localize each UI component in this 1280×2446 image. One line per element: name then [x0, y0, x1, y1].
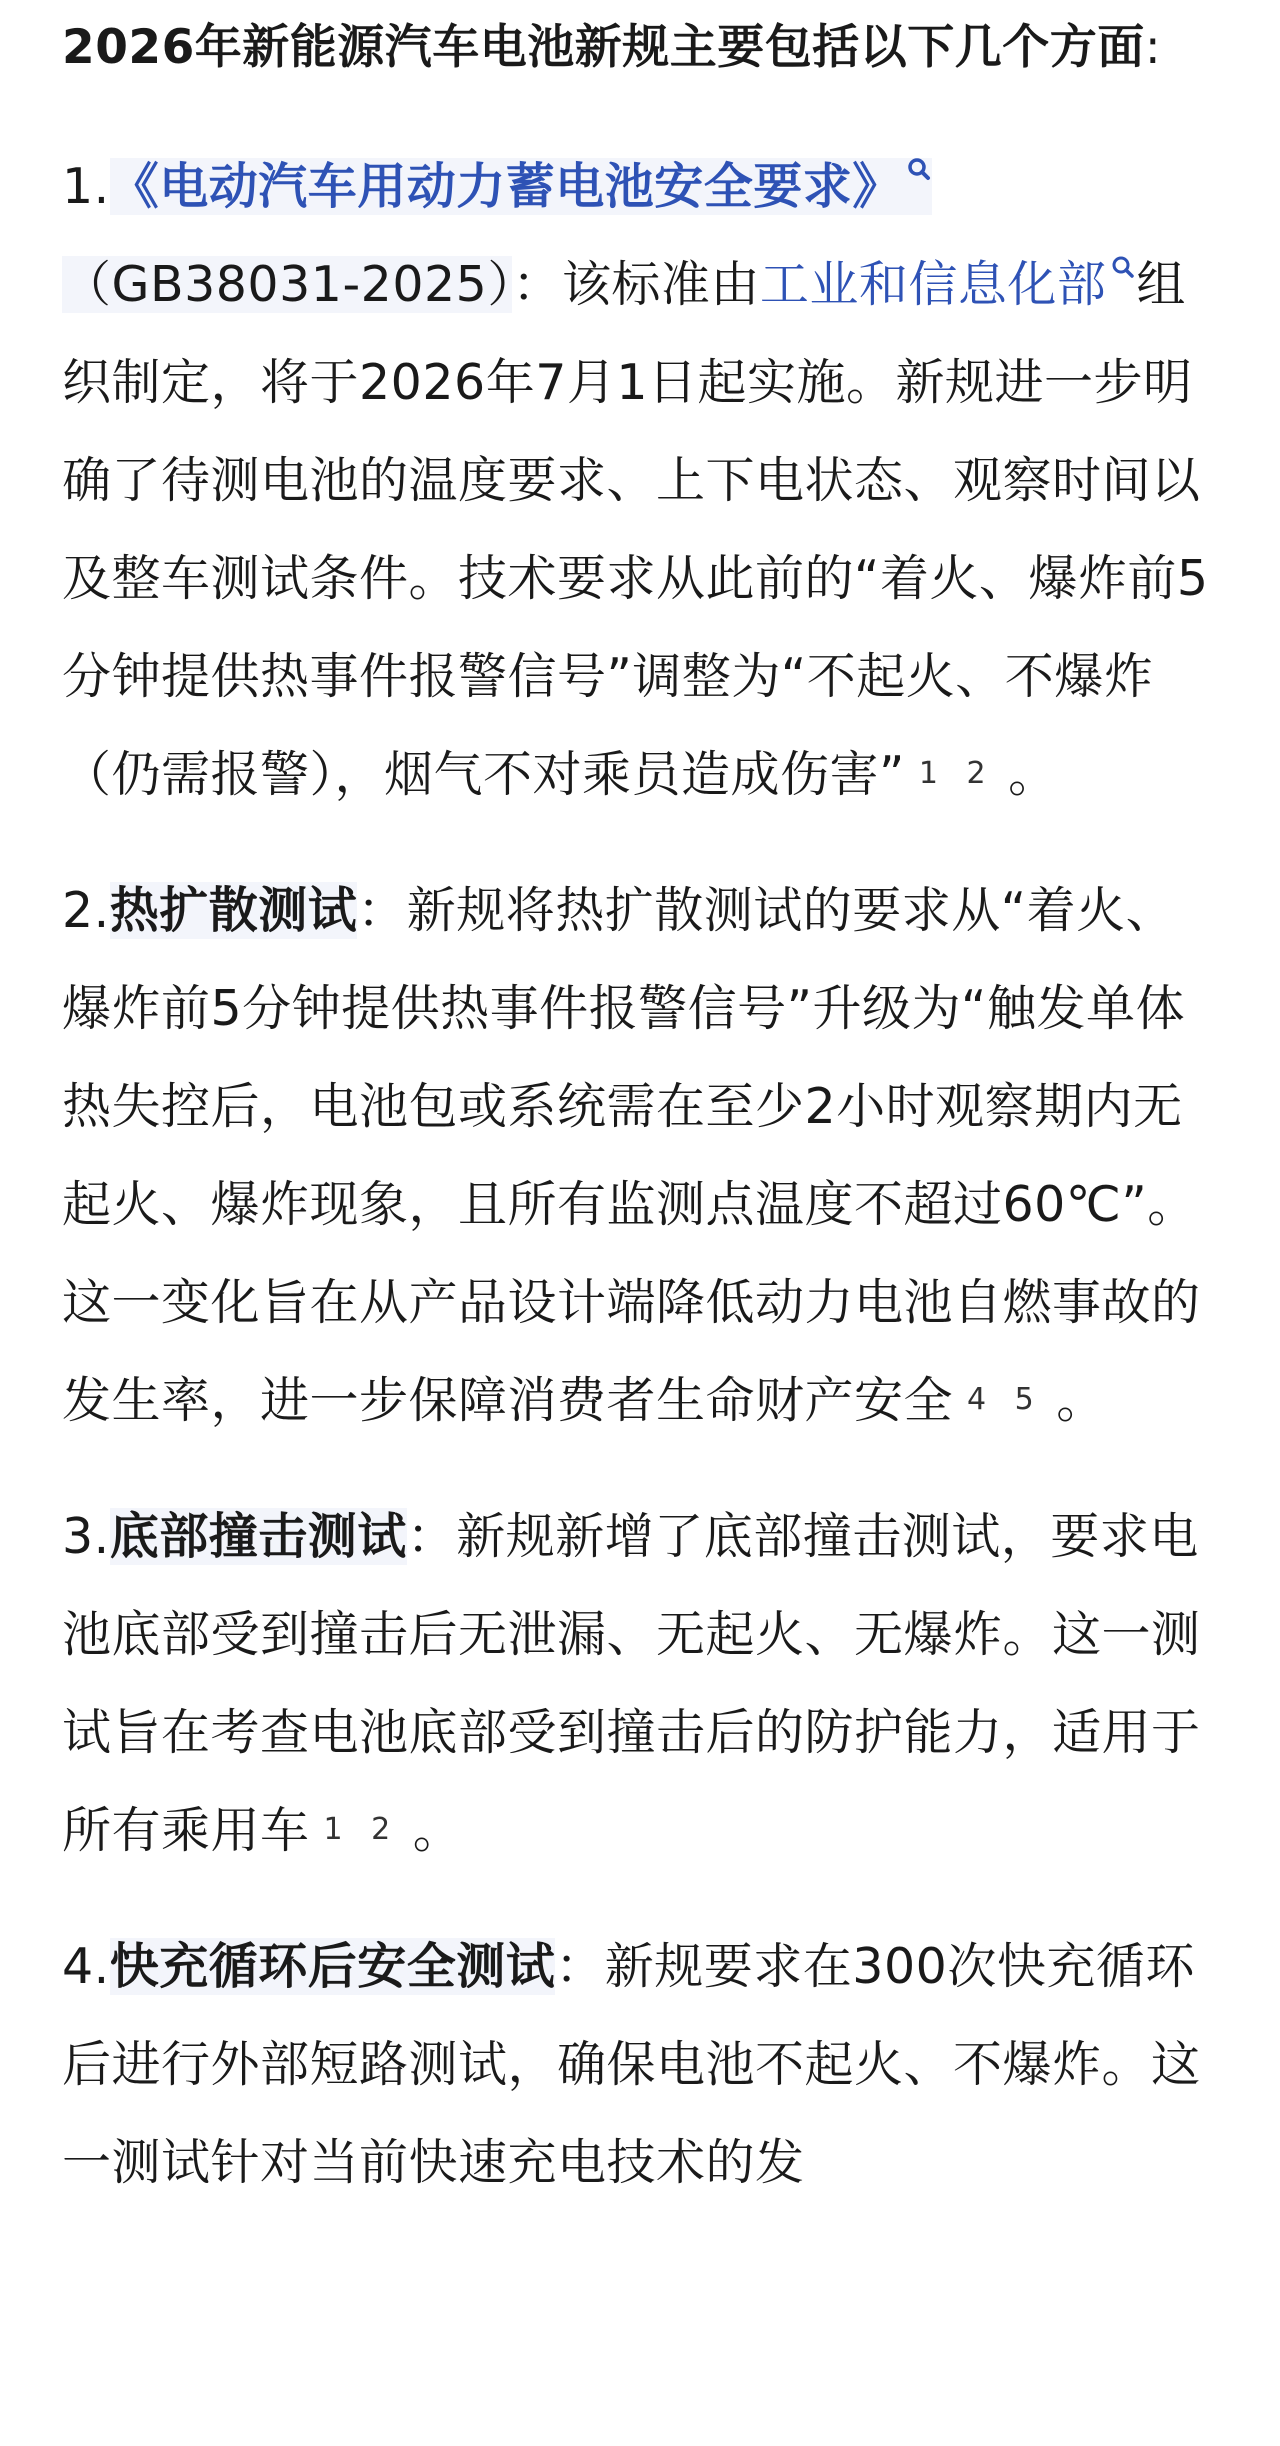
standard-code: （GB38031-2025） [62, 256, 513, 313]
reference-marker[interactable]: 2 [371, 1812, 391, 1847]
reference-marker[interactable]: 1 [918, 756, 939, 791]
article-body [62, 0, 1222, 2212]
list-item: 4.快充循环后安全测试：新规要求在300次快充循环后进行外部短路测试，确保电池不起火、不爆炸。这一测试针对当前快速充电技术的发 [62, 1938, 1201, 2191]
item-number: 1. [62, 158, 110, 215]
search-icon[interactable] [906, 156, 932, 186]
item-number: 2. [62, 882, 110, 939]
list-item: 3.底部撞击测试：新规新增了底部撞击测试，要求电池底部受到撞击后无泄漏、无起火、无爆炸。这一测试旨在考查电池底部受到撞击后的防护能力，适用于所有乘用车 1 2 。 [62, 1508, 1201, 1859]
reference-marker[interactable]: 4 [967, 1382, 987, 1417]
reference-marker[interactable]: 2 [966, 756, 987, 791]
search-icon[interactable] [1110, 254, 1136, 284]
list-item: 1.《电动汽车用动力蓄电池安全要求》 （GB38031-2025）：该标准由工业和信息化部 组织制定，将于2026年7月1日起实施。新规进一步明确了待测电池的温度要求、上下电状态、观察时间以及整车测试条件。技术要求从此前的“着火、爆炸前5分钟提供热事件报警信号”调整为“不起火、不爆炸（仍需报警），烟气不对乘员造成伤害” 1 2 。 [62, 138, 1222, 824]
item-term: 热扩散测试 [109, 882, 358, 939]
item-term: 底部撞击测试 [109, 1508, 407, 1565]
item-number: 3. [62, 1508, 110, 1565]
item-term: 快充循环后安全测试 [109, 1938, 556, 1995]
list-item: 2.热扩散测试：新规将热扩散测试的要求从“着火、爆炸前5分钟提供热事件报警信号”升级为“触发单体热失控后，电池包或系统需在至少2小时观察期内无起火、爆炸现象，且所有监测点温度不超过60℃”。这一变化旨在从产品设计端降低动力电池自燃事故的发生率，进一步保障消费者生命财产安全 4 5 。 [62, 882, 1201, 1429]
reference-marker[interactable]: 5 [1014, 1382, 1035, 1417]
page-title: 2026年新能源汽车电池新规主要包括以下几个方面: [62, 20, 1162, 75]
reference-marker[interactable]: 1 [323, 1812, 344, 1847]
item-number: 4. [62, 1938, 110, 1995]
standard-title-link[interactable]: 《电动汽车用动力蓄电池安全要求》 [109, 158, 902, 215]
org-link[interactable]: 工业和信息化部 [759, 256, 1107, 313]
